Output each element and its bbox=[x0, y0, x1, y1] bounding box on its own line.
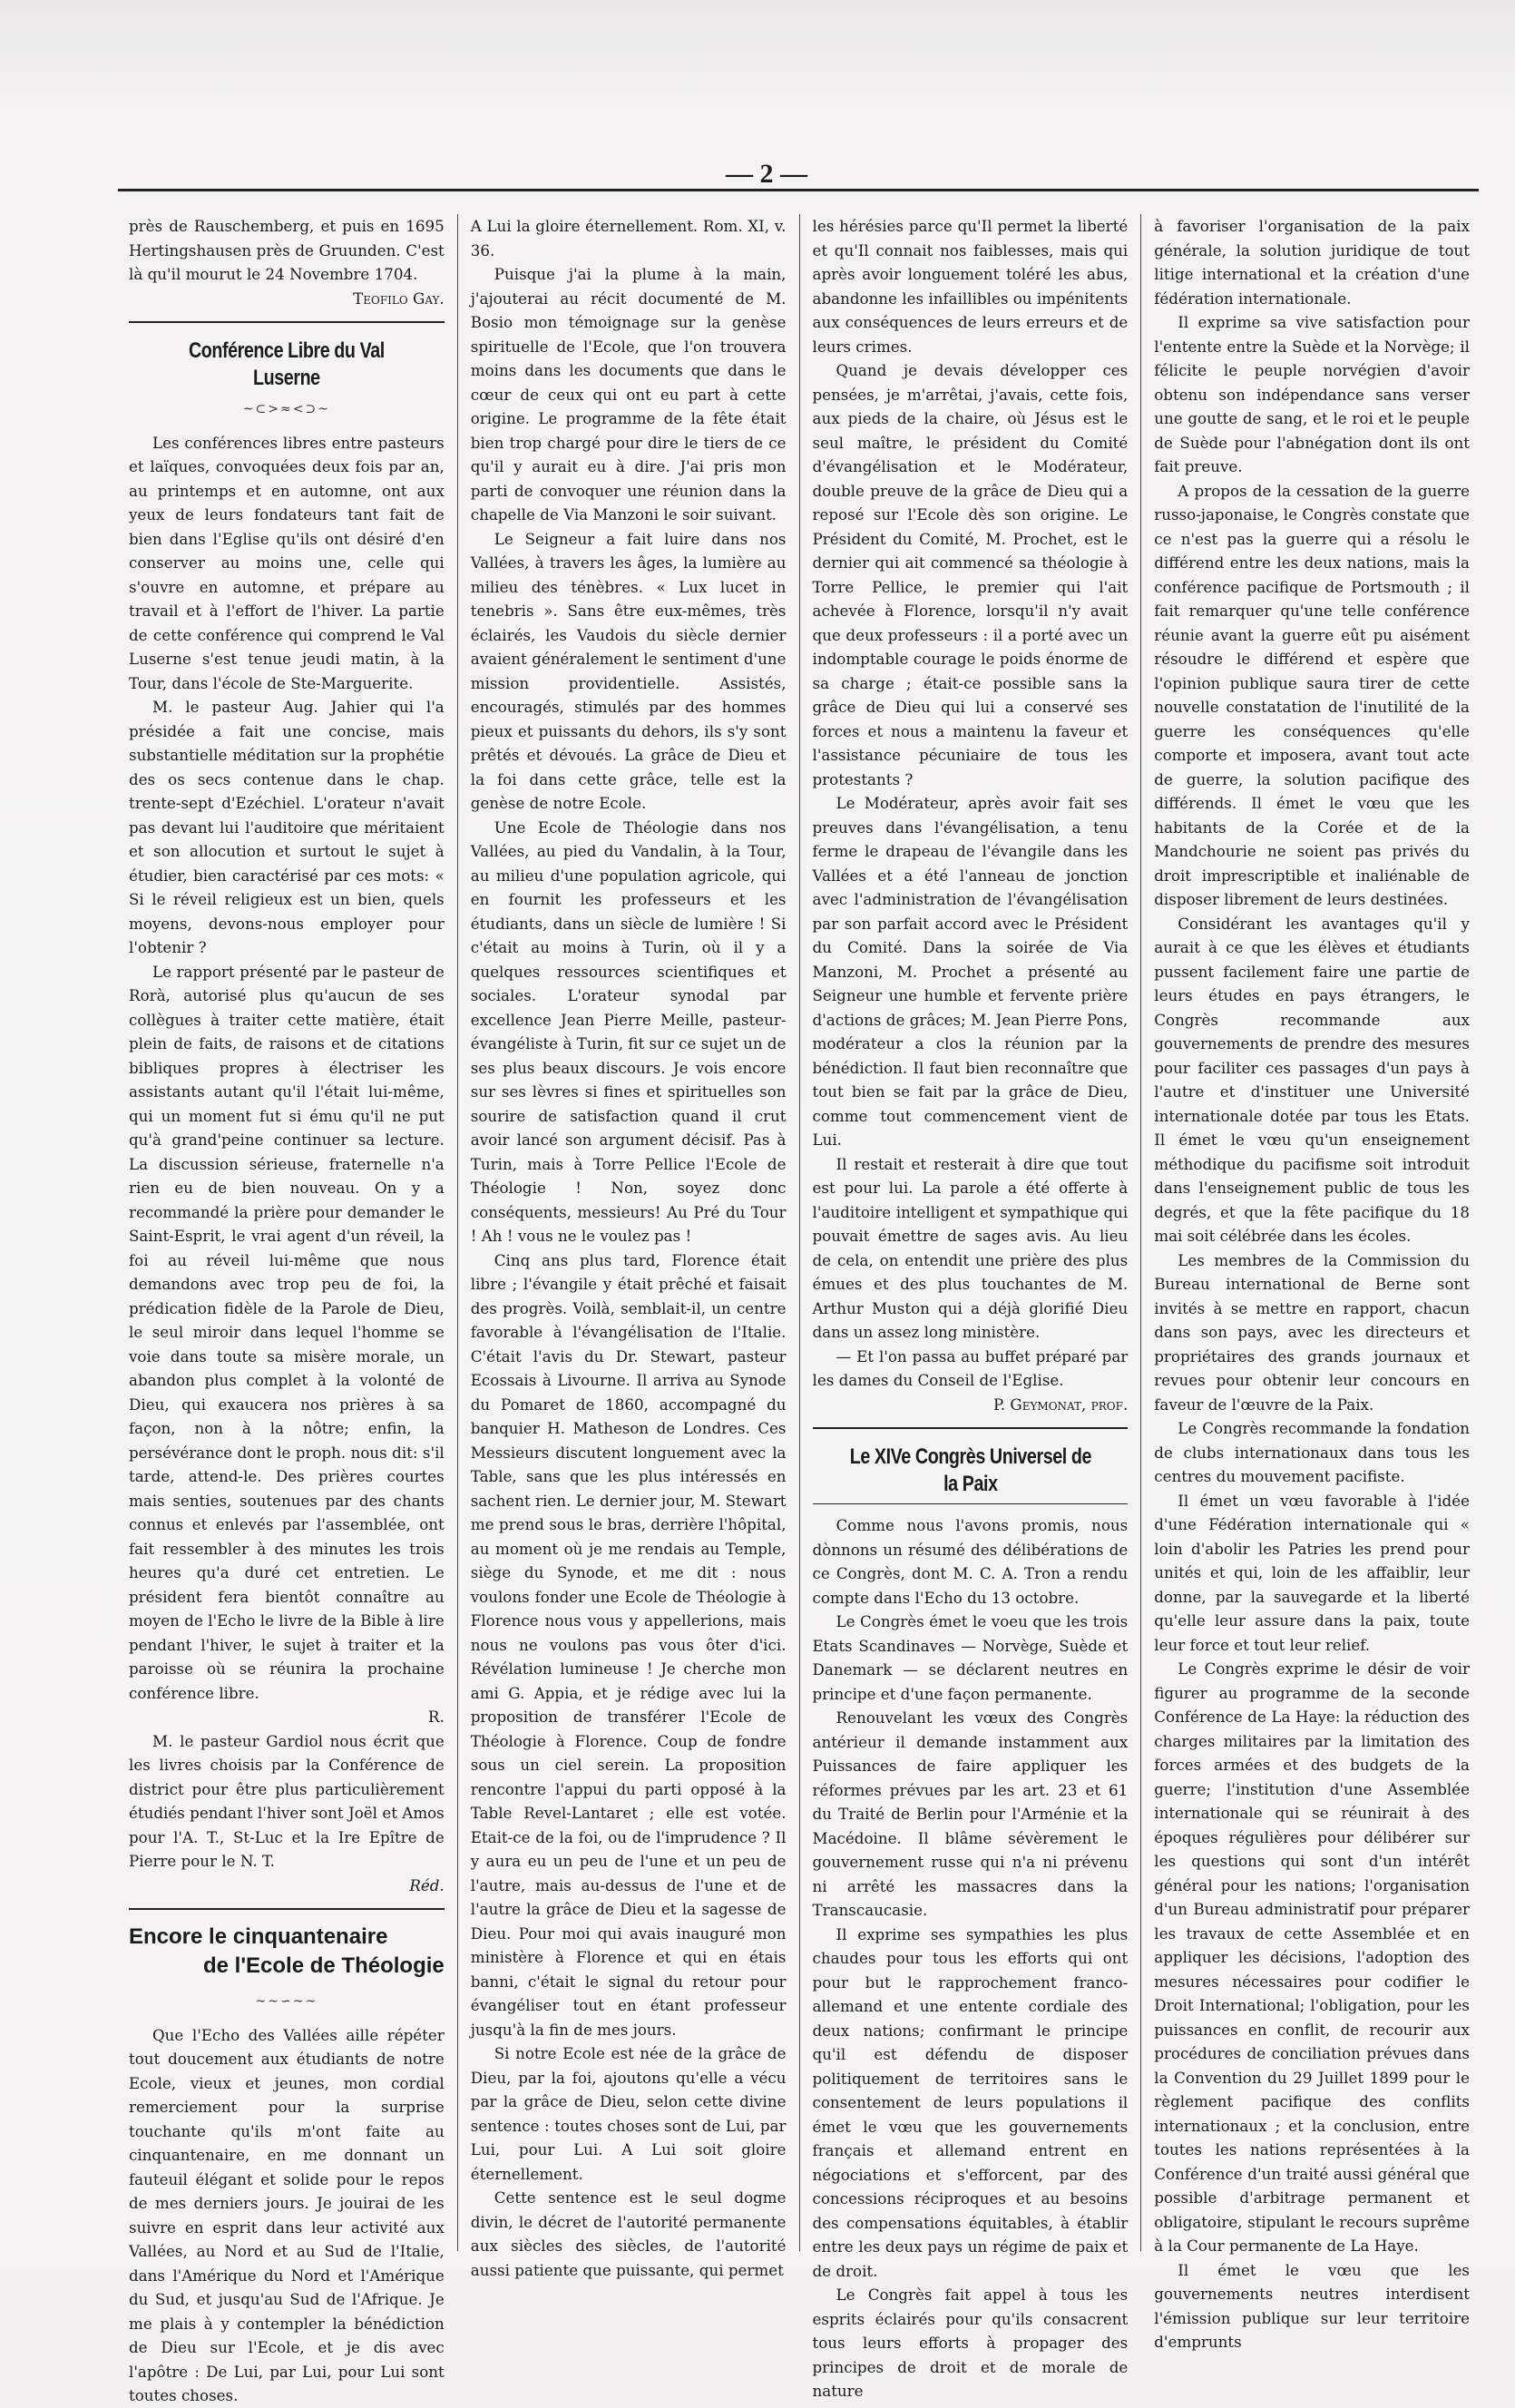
author-signature: Teofilo Gay. bbox=[353, 289, 445, 308]
paragraph: Le Seigneur a fait luire dans nos Vallées, à travers les âges, la lumière au milieu des ténèbres. « Lux lucet in tenebris ». Sans être eux-mêmes, très éclairés, les Vaudois du siècle dernier avaient généralement le sentiment d'une mission providentielle. Assistés, encouragés, stimulés par des hommes pieux et puissants du dehors, ils s'y sont prêtés et dévoués. La grâce de Dieu et la foi dans cette grâce, telle est la genèse de notre Ecole. bbox=[470, 529, 787, 812]
paragraph: Quand je devais développer ces pensées, je m'arrêtai, j'avais, cette fois, aux pieds de la chaire, où Jésus est le seul maître, le président du Comité d'évangélisation et le Modérateur, double preuve de la grâce de Dieu qui a reposé sur l'Ecole dès son origine. Le Président du Comité, M. Prochet, est le dernier qui ait commencé sa théologie à Torre Pellice, le premier qui l'ait achevée à Florence, lorsqu'il n'y avait que deux professeurs : il a porté avec un indomptable courage le poids énorme de sa charge ; était-ce possible sans la grâce de Dieu qui lui a conservé ses forces et nous a maintenu la faveur et l'assistance pécuniaire de tous les protestants ? bbox=[812, 361, 1129, 788]
paragraph: Le rapport présenté par le pasteur de Rorà, autorisé plus qu'aucun de ses collègues à traiter cette matière, était plein de faits, de raisons et de citations bibliques propres à électriser les assistants autant qu'il l'était lui-même, qui un moment fut si ému qu'il ne put qu'à grand'peine continuer sa lecture. La discussion sérieuse, fraternelle n'a rien eu de bien nouveau. On y a recommandé la prière pour demander le Saint-Esprit, le vrai agent d'un réveil, la foi au réveil lui-même que nous demandons avec trop peu de foi, la prédication fidèle de la Parole de Dieu, le seul miroir dans lequel l'homme se voie dans toute sa misère morale, un abandon plus complet à la volonté de Dieu, qui exaucera nos prières à sa façon, non à la nôtre; enfin, la persévérance dont le proph. nous dit: s'il tarde, attend-le. Des prières courtes mais senties, soutenues par des chants connus et enlevés par l'assemblée, ont fait ressembler à des minutes les trois heures qu'a duré cet entretien. Le président fera bientôt connaître au moyen de l'Echo le livre de la Bible à lire pendant l'hiver, le sujet à traiter et la paroisse où se réunira la prochaine conférence libre. bbox=[129, 962, 445, 1702]
paragraph: A propos de la cessation de la guerre russo-japonaise, le Congrès constate que ce n'est pas la guerre qui a résolu le différend entre les deux nations, mais la conférence pacifique de Portsmouth ; il fait remarquer qu'une telle conférence réunie avant la guerre eût pu aisément résoudre le différend et espère que l'opinion publique saura tirer de cette nouvelle constatation de l'inutilité de la guerre les conséquences qu'elle comporte et imposera, avant tout acte de guerre, la solution pacifique des différends. Il émet le vœu que les habitants de la Corée et de la Mandchourie ne soient pas privés du droit imprescriptible et inaliénable de disposer librement de leurs destinées. bbox=[1154, 481, 1470, 908]
paragraph: Puisque j'ai la plume à la main, j'ajouterai au récit documenté de M. Bosio mon témoignage sur la genèse spirituelle de l'Ecole, que l'on trouvera moins dans les documents que dans le cœur de ceux qui ont eu part à cette origine. Le programme de la fête était bien trop chargé pour dire le tiers de ce qu'il y aurait eu à dire. J'ai pris mon parti de convoquer une réunion dans la chapelle de Via Manzoni le soir suivant. bbox=[470, 265, 787, 524]
paragraph: Le Modérateur, après avoir fait ses preuves dans l'évangélisation, a tenu ferme le drapeau de l'évangile dans les Vallées et a été l'anneau de jonction avec l'administration de l'évangélisation par son parfait accord avec le Président du Comité. Dans la soirée de Via Manzoni, M. Prochet a présenté au Seigneur une humble et fervente prière d'actions de grâces; M. Jean Pierre Pons, modérateur a clos la réunion par la bénédiction. Il faut bien reconnaître que tout bien se fait par la grâce de Dieu, comme tout commencement vient de Lui. bbox=[812, 794, 1129, 1149]
column-3 bbox=[799, 214, 1141, 2400]
ornament-divider: ~~∽~~ bbox=[255, 1994, 318, 2009]
paragraph: — Et l'on passa au buffet préparé par les dames du Conseil de l'Eglise. bbox=[812, 1346, 1129, 1389]
paragraph: Si notre Ecole est née de la grâce de Dieu, par la foi, ajoutons qu'elle a vécu par la grâce de Dieu, selon cette divine sentence : toutes choses sont de Lui, par Lui, pour Lui. A Lui soit gloire éternellement. bbox=[470, 2044, 787, 2183]
paragraph: Que l'Echo des Vallées aille répéter tout doucement aux étudiants de notre Ecole, vieux et jeunes, mon cordial remerciement pour la surprise touchante qu'ils m'ont faite au cinquantenaire, en me donnant un fauteuil élégant et solide pour le repos de mes derniers jours. Je jouirai de les suivre en esprit dans leur activité aux Vallées, au Nord et au Sud de l'Italie, dans l'Amérique du Nord et l'Amérique du Sud, et jusqu'au Sud de l'Afrique. Je me plais à y contempler la bénédiction de Dieu sur l'Ecole, et je dis avec l'apôtre : De Lui, par Lui, pour Lui sont toutes choses. bbox=[129, 2025, 445, 2404]
paragraph: Il émet le vœu que les gouvernements neutres interdisent l'émission publique sur leur territoire d'emprunts bbox=[1154, 2260, 1470, 2351]
author-signature: R. bbox=[427, 1708, 445, 1726]
headline-line-2: de l'Ecole de Théologie bbox=[202, 1953, 445, 1978]
headline-line-1: Encore le cinquantenaire bbox=[129, 1924, 388, 1949]
paragraph: Comme nous l'avons promis, nous dònnons un résumé des délibérations de ce Congrès, dont M. C. A. Tron a rendu compte dans l'Echo du 13 octobre. bbox=[812, 1516, 1129, 1607]
section-divider bbox=[129, 1908, 445, 1910]
paragraph: Il exprime sa vive satisfaction pour l'entente entre la Suède et la Norvège; il félicite le peuple norvégien d'avoir obtenu son indépendance sans verser une goutte de sang, et le roi et le peuple de Suède pour l'abnégation dont ils ont fait preuve. bbox=[1154, 313, 1470, 475]
paragraph: Cette sentence est le seul dogme divin, le décret de l'autorité permanente aux siècles des siècles, de l'autorité aussi patiente que puissante, qui permet bbox=[470, 2188, 787, 2279]
article-continuation: près de Rauschemberg, et puis en 1695 Hertingshausen près de Gruunden. C'est là qu'il mourut le 24 Novembre 1704. bbox=[129, 217, 445, 283]
paragraph: A Lui la gloire éternellement. Rom. XI, v. 36. bbox=[470, 217, 787, 259]
section-divider bbox=[813, 1503, 1129, 1504]
paragraph: Le Congrès recommande la fondation de clubs internationaux dans tous les centres du mouvement pacifiste. bbox=[1154, 1419, 1470, 1485]
section-divider bbox=[813, 1427, 1129, 1429]
paragraph: Il émet un vœu favorable à l'idée d'une Fédération internationale qui « loin d'abolir les Patries les prend pour unités et qui, loin de les affaiblir, leur donne, par la sauvegarde et la liberté qu'elle leur assure dans la paix, toute leur force et tout leur relief. bbox=[1154, 1491, 1470, 1654]
headline-cinquantenaire bbox=[129, 1923, 445, 1981]
paragraph: Le Congrès fait appel à tous les esprits éclairés pour qu'ils consacrent tous leurs efforts à propager des principes de droit et de morale de nature bbox=[812, 2286, 1129, 2400]
paragraph: Considérant les avantages qu'il y aurait à ce que les élèves et étudiants pussent facilement faire une partie de leurs études en pays étrangers, le Congrès recommande aux gouvernements de prendre des mesures pour faciliter ces passages d'un pays à l'autre et d'instituer une Université internationale dotée par tous les Etats. Il émet le vœu qu'un enseignement méthodique du pacifisme soit introduit dans l'enseignement public de tous les degrés, et que la fête pacifique du 18 mai soit célébrée dans les écoles. bbox=[1154, 914, 1470, 1245]
paragraph: M. le pasteur Aug. Jahier qui l'a présidée a fait une concise, mais substantielle méditation sur la prophétie des os secs contenue dans le chap. trente-sept d'Ezéchiel. L'orateur n'avait pas devant lui l'auditoire que méritaient et son allocution et surtout le sujet à étudier, bien caractérisé par ces mots: « Si le réveil religieux est un bien, quels moyens, devons-nous employer pour l'obtenir ? bbox=[129, 698, 445, 956]
top-rule bbox=[118, 189, 1479, 191]
paragraph: les hérésies parce qu'Il permet la liberté et qu'Il connait nos faiblesses, mais qui après avoir longuement toléré les abus, abandonne les infaillibles ou impénitents aux conséquences de leurs erreurs et de leurs crimes. bbox=[812, 217, 1129, 356]
paragraph: M. le pasteur Gardiol nous écrit que les livres choisis par la Conférence de district pour être plus particulièrement étudiés pendant l'hiver sont Joël et Amos pour l'A. T., St-Luc et la Ire Epître de Pierre pour le N. T. bbox=[129, 1731, 445, 1870]
ornament-divider: ~⊂>≈<⊃~ bbox=[242, 402, 330, 416]
headline-congres: Le XIVe Congrès Universel de la Paix bbox=[849, 1444, 1091, 1496]
paragraph: Il restait et resterait à dire que tout est pour lui. La parole a été offerte à l'auditoire intelligent et sympathique qui pouvait émettre de sages avis. Au lieu de cela, on entendit une prière des plus émues et des plus touchantes de M. Arthur Muston qui a déjà glorifié Dieu dans un assez long ministère. bbox=[812, 1154, 1129, 1341]
column-4 bbox=[1140, 214, 1482, 2351]
paragraph: Cinq ans plus tard, Florence était libre ; l'évangile y était prêché et faisait des progrès. Voilà, semblait-il, un centre favorable à l'évangélisation de l'Italie. C'était l'avis du Dr. Stewart, pasteur Ecossais à Livourne. Il arriva au Synode du Pomaret de 1860, accompagné du banquier H. Matheson de Londres. Ces Messieurs discutent longuement avec la Table, sans que les plus intéressés en sachent rien. Le dernier jour, M. Stewart me prend sous le bras, derrière l'hôpital, au moment où je me rendais au Temple, siège du Synode, et me dit : nous voulons fonder une Ecole de Théologie à Florence nous vous y appellerions, mais nous ne voulons pas vous ôter d'ici. Révélation lumineuse ! Je cherche mon ami G. Appia, et je rédige avec lui la proposition de transférer l'Ecole de Théologie à Florence. Coup de fondre sous un ciel serein. La proposition rencontre l'appui du parti opposé à la Table Revel-Lantaret ; elle est votée. Etait-ce de la foi, ou de l'imprudence ? Il y aura eu un peu de l'une et un peu de l'autre, mais au-dessus de l'une et de l'autre la grâce de Dieu et la sagesse de Dieu. Pour moi qui avais inauguré mon ministère à Florence et qui en étais banni, c'était le signal du retour pour évangéliser tout en étant professeur jusqu'à la fin de mes jours. bbox=[470, 1250, 787, 2039]
page-number: — 2 — bbox=[726, 159, 807, 189]
paragraph: Une Ecole de Théologie dans nos Vallées, au pied du Vandalin, à la Tour, au milieu d'une population agricole, qui en fournit les professeurs et les étudiants, dans un siècle de lumière ! Si c'était au moins à Turin, où il y a quelques ressources scientifiques et sociales. L'orateur synodal par excellence Jean Pierre Meille, pasteur-évangéliste à Turin, fit sur ce sujet un de ses plus beaux discours. Je vois encore sur ses lèvres si fines et spirituelles son sourire de satisfaction quand il crut avoir lancé son argument décisif. Pas à Turin, mais à Torre Pellice l'Ecole de Théologie ! Non, soyez donc conséquents, messieurs! Au Pré du Tour ! Ah ! vous ne le voulez pas ! bbox=[470, 817, 787, 1245]
headline-conference: Conférence Libre du Val Luserne bbox=[188, 338, 385, 390]
article-columns bbox=[116, 214, 1482, 2404]
paragraph: Le Congrès émet le voeu que les trois Etats Scandinaves — Norvège, Suède et Danemark — se déclarent neutres en principe et d'une façon permanente. bbox=[812, 1612, 1129, 1703]
editor-signature: Réd. bbox=[409, 1875, 445, 1894]
paragraph: Renouvelant les vœux des Congrès antérieur il demande instamment aux Puissances de faire appliquer les réformes prévues par les art. 23 et 61 du Traité de Berlin pour l'Arménie et la Macédoine. Il blâme sévèrement le gouvernement russe qui n'a ni prévenu ni arrêté les massacres dans la Transcaucasie. bbox=[812, 1708, 1129, 1919]
column-2 bbox=[457, 214, 799, 2279]
column-1 bbox=[116, 214, 457, 2404]
paragraph: à favoriser l'organisation de la paix générale, la solution juridique de tout litige international et la création d'une fédération internationale. bbox=[1154, 217, 1470, 308]
section-divider bbox=[129, 321, 445, 323]
paragraph: Les conférences libres entre pasteurs et laïques, convoquées deux fois par an, au printemps et en automne, ont aux yeux de leurs fondateurs tant fait de bien dans l'Eglise qu'ils ont désiré d'en conserver au moins une, celle qui s'ouvre en automne, et prépare au travail et à l'effort de l'hiver. La partie de cette conférence qui comprend le Val Luserne s'est tenue jeudi matin, à la Tour, dans l'école de Ste-Marguerite. bbox=[129, 433, 445, 692]
author-signature: P. Geymonat, prof. bbox=[992, 1395, 1129, 1414]
paragraph: Les membres de la Commission du Bureau international de Berne sont invités à se mettre en rapport, chacun dans son pays, avec les directeurs et propriétaires des grands journaux et revues pour obtenir leur concours en faveur de l'œuvre de la Paix. bbox=[1154, 1250, 1470, 1414]
paragraph: Le Congrès exprime le désir de voir figurer au programme de la seconde Conférence de La Haye: la réduction des charges militaires par la limitation des forces armées et des budgets de la guerre; l'institution d'une Assemblée internationale qui se réunirait à des époques régulières pour délibérer sur les questions qui sont d'un intérêt général pour les nations; l'organisation d'un Bureau administratif pour préparer les travaux de cette Assemblée et en appliquer les décisions, l'adoption des mesures nécessaires pour codifier le Droit International; l'obligation, pour les puissances en conflit, de recourir aux procédures de conciliation prévues dans la Convention du 29 Juillet 1899 pour le règlement pacifique des conflits internationaux ; et la conclusion, entre toutes les nations représentées à la Conférence d'un traité aussi général que possible d'arbitrage permanent et obligatoire, stipulant le recours suprême à la Cour permanente de La Haye. bbox=[1154, 1659, 1470, 2255]
paragraph: Il exprime ses sympathies les plus chaudes pour tous les efforts qui ont pour but le rapprochement franco-allemand et une entente cordiale des deux nations; confirmant le principe qu'il est défendu de disposer politiquement de territoires sans le consentement de leurs populations il émet le vœu que les gouvernements français et allemand entrent en négociations et s'efforcent, par des concessions réciproques et au besoins des compensations équitables, à établir entre les deux pays un régime de paix et de droit. bbox=[812, 1924, 1129, 2280]
